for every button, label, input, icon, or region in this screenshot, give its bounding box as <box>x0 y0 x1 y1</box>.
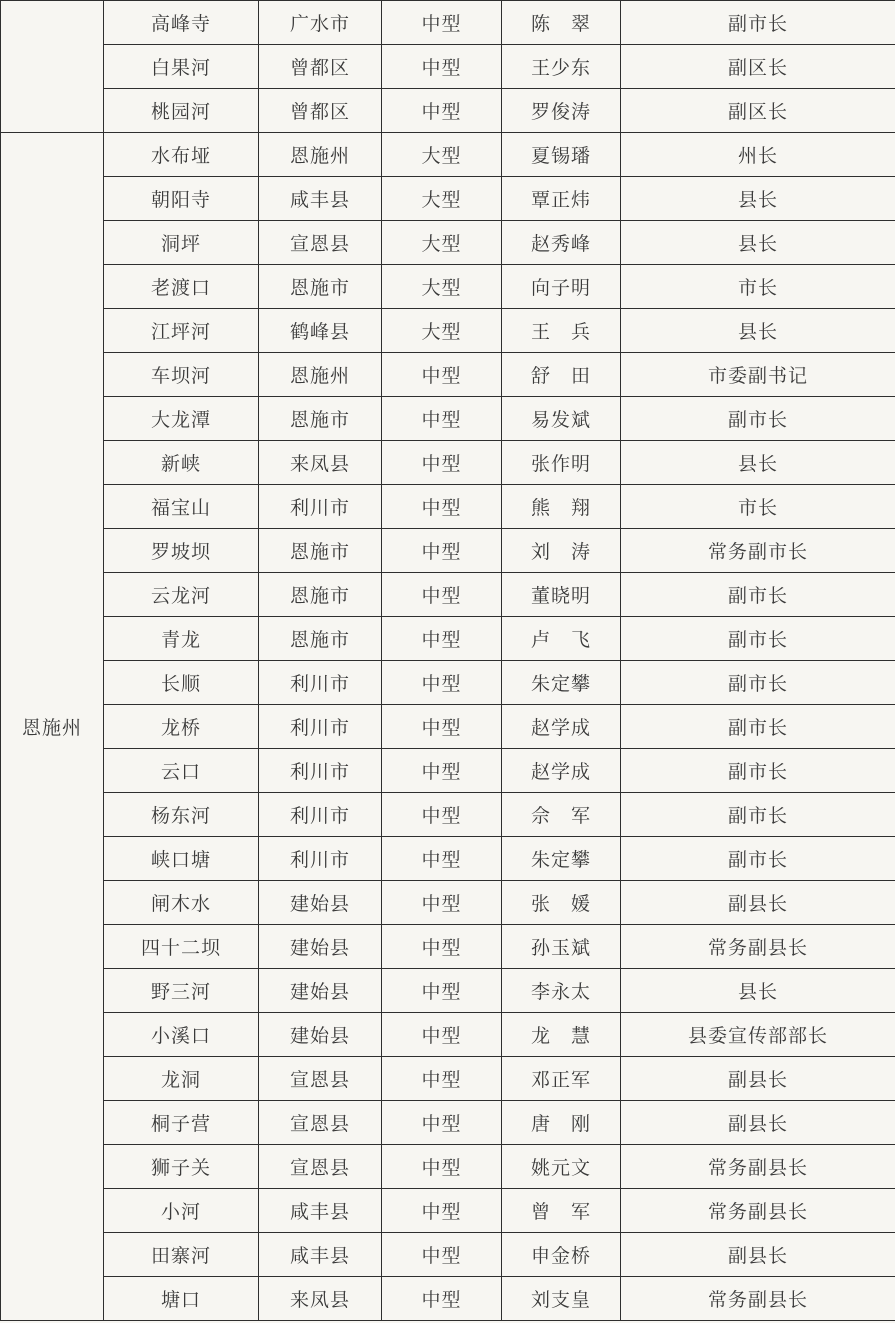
position-cell: 常务副市长 <box>621 529 895 573</box>
position-cell: 副县长 <box>621 1057 895 1101</box>
scale-cell: 中型 <box>382 573 502 617</box>
responsible-person-cell: 李永太 <box>502 969 621 1013</box>
reservoir-name-cell: 田寨河 <box>104 1233 259 1277</box>
responsible-person-cell: 孙玉斌 <box>502 925 621 969</box>
reservoir-name-cell: 云龙河 <box>104 573 259 617</box>
position-cell: 副区长 <box>621 89 895 133</box>
position-cell: 副市长 <box>621 397 895 441</box>
responsible-person-cell: 罗俊涛 <box>502 89 621 133</box>
table-row <box>1 1 895 45</box>
scale-cell: 中型 <box>382 353 502 397</box>
county-cell: 宣恩县 <box>259 1057 382 1101</box>
scale-cell: 中型 <box>382 881 502 925</box>
reservoir-name-cell: 新峡 <box>104 441 259 485</box>
county-cell: 宣恩县 <box>259 1145 382 1189</box>
table-row <box>1 1277 895 1321</box>
responsible-person-cell: 佘 军 <box>502 793 621 837</box>
reservoir-name-cell: 罗坡坝 <box>104 529 259 573</box>
county-cell: 利川市 <box>259 793 382 837</box>
reservoir-name-cell: 龙洞 <box>104 1057 259 1101</box>
reservoir-name-cell: 野三河 <box>104 969 259 1013</box>
responsible-person-cell: 熊 翔 <box>502 485 621 529</box>
responsible-person-cell: 赵秀峰 <box>502 221 621 265</box>
reservoir-name-cell: 车坝河 <box>104 353 259 397</box>
responsible-person-cell: 唐 刚 <box>502 1101 621 1145</box>
reservoir-name-cell: 福宝山 <box>104 485 259 529</box>
reservoir-name-cell: 白果河 <box>104 45 259 89</box>
position-cell: 县长 <box>621 177 895 221</box>
reservoir-name-cell: 水布垭 <box>104 133 259 177</box>
scale-cell: 中型 <box>382 1013 502 1057</box>
scale-cell: 中型 <box>382 1057 502 1101</box>
scale-cell: 中型 <box>382 485 502 529</box>
responsible-person-cell: 夏锡璠 <box>502 133 621 177</box>
table-row <box>1 89 895 133</box>
scale-cell: 中型 <box>382 1101 502 1145</box>
scale-cell: 中型 <box>382 529 502 573</box>
table-row <box>1 969 895 1013</box>
position-cell: 县长 <box>621 309 895 353</box>
position-cell: 副县长 <box>621 1233 895 1277</box>
county-cell: 来凤县 <box>259 1277 382 1321</box>
county-cell: 曾都区 <box>259 45 382 89</box>
responsible-person-cell: 覃正炜 <box>502 177 621 221</box>
county-cell: 恩施市 <box>259 265 382 309</box>
position-cell: 常务副县长 <box>621 1145 895 1189</box>
table-row <box>1 1101 895 1145</box>
position-cell: 常务副县长 <box>621 1277 895 1321</box>
county-cell: 建始县 <box>259 1013 382 1057</box>
scale-cell: 大型 <box>382 177 502 221</box>
region-group-cell: 恩施州 <box>1 133 104 1321</box>
table-row <box>1 309 895 353</box>
reservoir-name-cell: 高峰寺 <box>104 1 259 45</box>
county-cell: 利川市 <box>259 661 382 705</box>
county-cell: 宣恩县 <box>259 221 382 265</box>
scale-cell: 中型 <box>382 617 502 661</box>
table-row <box>1 1013 895 1057</box>
reservoir-name-cell: 狮子关 <box>104 1145 259 1189</box>
reservoir-name-cell: 大龙潭 <box>104 397 259 441</box>
county-cell: 恩施市 <box>259 617 382 661</box>
county-cell: 恩施市 <box>259 573 382 617</box>
scale-cell: 中型 <box>382 705 502 749</box>
responsible-person-cell: 刘 涛 <box>502 529 621 573</box>
responsible-person-cell: 曾 军 <box>502 1189 621 1233</box>
table-row <box>1 397 895 441</box>
reservoir-name-cell: 小溪口 <box>104 1013 259 1057</box>
table-row <box>1 793 895 837</box>
table-row <box>1 705 895 749</box>
reservoir-name-cell: 青龙 <box>104 617 259 661</box>
scale-cell: 大型 <box>382 265 502 309</box>
position-cell: 副市长 <box>621 573 895 617</box>
position-cell: 县委宣传部部长 <box>621 1013 895 1057</box>
scale-cell: 中型 <box>382 661 502 705</box>
scale-cell: 中型 <box>382 1 502 45</box>
region-group-cell <box>1 1 104 133</box>
position-cell: 市委副书记 <box>621 353 895 397</box>
responsible-person-cell: 朱定攀 <box>502 661 621 705</box>
table-row <box>1 749 895 793</box>
table-row <box>1 529 895 573</box>
responsible-person-cell: 陈 翠 <box>502 1 621 45</box>
county-cell: 利川市 <box>259 749 382 793</box>
position-cell: 副市长 <box>621 705 895 749</box>
position-cell: 副区长 <box>621 45 895 89</box>
scale-cell: 中型 <box>382 1233 502 1277</box>
responsible-person-cell: 王 兵 <box>502 309 621 353</box>
table-row <box>1 45 895 89</box>
reservoir-name-cell: 四十二坝 <box>104 925 259 969</box>
position-cell: 副市长 <box>621 749 895 793</box>
county-cell: 来凤县 <box>259 441 382 485</box>
position-cell: 副市长 <box>621 837 895 881</box>
table-row <box>1 661 895 705</box>
county-cell: 恩施州 <box>259 133 382 177</box>
position-cell: 常务副县长 <box>621 925 895 969</box>
scale-cell: 大型 <box>382 309 502 353</box>
reservoir-name-cell: 洞坪 <box>104 221 259 265</box>
table-row <box>1 1057 895 1101</box>
reservoir-name-cell: 峡口塘 <box>104 837 259 881</box>
table-row <box>1 1189 895 1233</box>
scale-cell: 中型 <box>382 441 502 485</box>
table-row <box>1 133 895 177</box>
county-cell: 恩施市 <box>259 529 382 573</box>
responsible-person-cell: 赵学成 <box>502 705 621 749</box>
table-row <box>1 1233 895 1277</box>
reservoir-name-cell: 桐子营 <box>104 1101 259 1145</box>
table-row <box>1 221 895 265</box>
reservoir-name-cell: 塘口 <box>104 1277 259 1321</box>
scale-cell: 中型 <box>382 969 502 1013</box>
county-cell: 咸丰县 <box>259 1189 382 1233</box>
table-row <box>1 177 895 221</box>
table-row <box>1 925 895 969</box>
responsible-person-cell: 申金桥 <box>502 1233 621 1277</box>
county-cell: 咸丰县 <box>259 1233 382 1277</box>
position-cell: 副市长 <box>621 661 895 705</box>
county-cell: 利川市 <box>259 837 382 881</box>
position-cell: 县长 <box>621 441 895 485</box>
scale-cell: 中型 <box>382 1189 502 1233</box>
responsible-person-cell: 王少东 <box>502 45 621 89</box>
reservoir-name-cell: 朝阳寺 <box>104 177 259 221</box>
reservoir-name-cell: 小河 <box>104 1189 259 1233</box>
table-row <box>1 1145 895 1189</box>
table-row <box>1 573 895 617</box>
county-cell: 广水市 <box>259 1 382 45</box>
scale-cell: 大型 <box>382 221 502 265</box>
scale-cell: 中型 <box>382 45 502 89</box>
county-cell: 利川市 <box>259 705 382 749</box>
responsible-person-cell: 姚元文 <box>502 1145 621 1189</box>
responsible-person-cell: 刘支皇 <box>502 1277 621 1321</box>
responsible-person-cell: 董晓明 <box>502 573 621 617</box>
responsible-person-cell: 朱定攀 <box>502 837 621 881</box>
reservoir-name-cell: 长顺 <box>104 661 259 705</box>
responsible-person-cell: 易发斌 <box>502 397 621 441</box>
position-cell: 县长 <box>621 221 895 265</box>
scale-cell: 中型 <box>382 1277 502 1321</box>
reservoir-name-cell: 闸木水 <box>104 881 259 925</box>
responsible-person-cell: 卢 飞 <box>502 617 621 661</box>
position-cell: 副市长 <box>621 793 895 837</box>
position-cell: 常务副县长 <box>621 1189 895 1233</box>
responsible-person-cell: 张 媛 <box>502 881 621 925</box>
reservoir-name-cell: 桃园河 <box>104 89 259 133</box>
scale-cell: 大型 <box>382 133 502 177</box>
table-row <box>1 353 895 397</box>
county-cell: 建始县 <box>259 925 382 969</box>
reservoir-name-cell: 江坪河 <box>104 309 259 353</box>
table-row <box>1 485 895 529</box>
table-body <box>1 1 895 1321</box>
position-cell: 副县长 <box>621 1101 895 1145</box>
position-cell: 副市长 <box>621 617 895 661</box>
county-cell: 利川市 <box>259 485 382 529</box>
position-cell: 市长 <box>621 265 895 309</box>
responsible-person-cell: 邓正军 <box>502 1057 621 1101</box>
table-row <box>1 617 895 661</box>
scale-cell: 中型 <box>382 793 502 837</box>
table-row <box>1 881 895 925</box>
responsible-person-cell: 赵学成 <box>502 749 621 793</box>
scale-cell: 中型 <box>382 89 502 133</box>
county-cell: 宣恩县 <box>259 1101 382 1145</box>
scale-cell: 中型 <box>382 837 502 881</box>
responsible-person-cell: 舒 田 <box>502 353 621 397</box>
reservoir-name-cell: 龙桥 <box>104 705 259 749</box>
county-cell: 咸丰县 <box>259 177 382 221</box>
county-cell: 恩施市 <box>259 397 382 441</box>
reservoir-name-cell: 杨东河 <box>104 793 259 837</box>
table-row <box>1 837 895 881</box>
reservoir-name-cell: 老渡口 <box>104 265 259 309</box>
scale-cell: 中型 <box>382 397 502 441</box>
reservoir-name-cell: 云口 <box>104 749 259 793</box>
county-cell: 曾都区 <box>259 89 382 133</box>
position-cell: 县长 <box>621 969 895 1013</box>
position-cell: 副县长 <box>621 881 895 925</box>
county-cell: 建始县 <box>259 969 382 1013</box>
table-row <box>1 441 895 485</box>
table-row <box>1 265 895 309</box>
scale-cell: 中型 <box>382 925 502 969</box>
position-cell: 副市长 <box>621 1 895 45</box>
county-cell: 恩施州 <box>259 353 382 397</box>
position-cell: 州长 <box>621 133 895 177</box>
position-cell: 市长 <box>621 485 895 529</box>
responsible-person-cell: 龙 慧 <box>502 1013 621 1057</box>
responsible-person-cell: 张作明 <box>502 441 621 485</box>
county-cell: 鹤峰县 <box>259 309 382 353</box>
scale-cell: 中型 <box>382 1145 502 1189</box>
county-cell: 建始县 <box>259 881 382 925</box>
scale-cell: 中型 <box>382 749 502 793</box>
responsible-person-cell: 向子明 <box>502 265 621 309</box>
